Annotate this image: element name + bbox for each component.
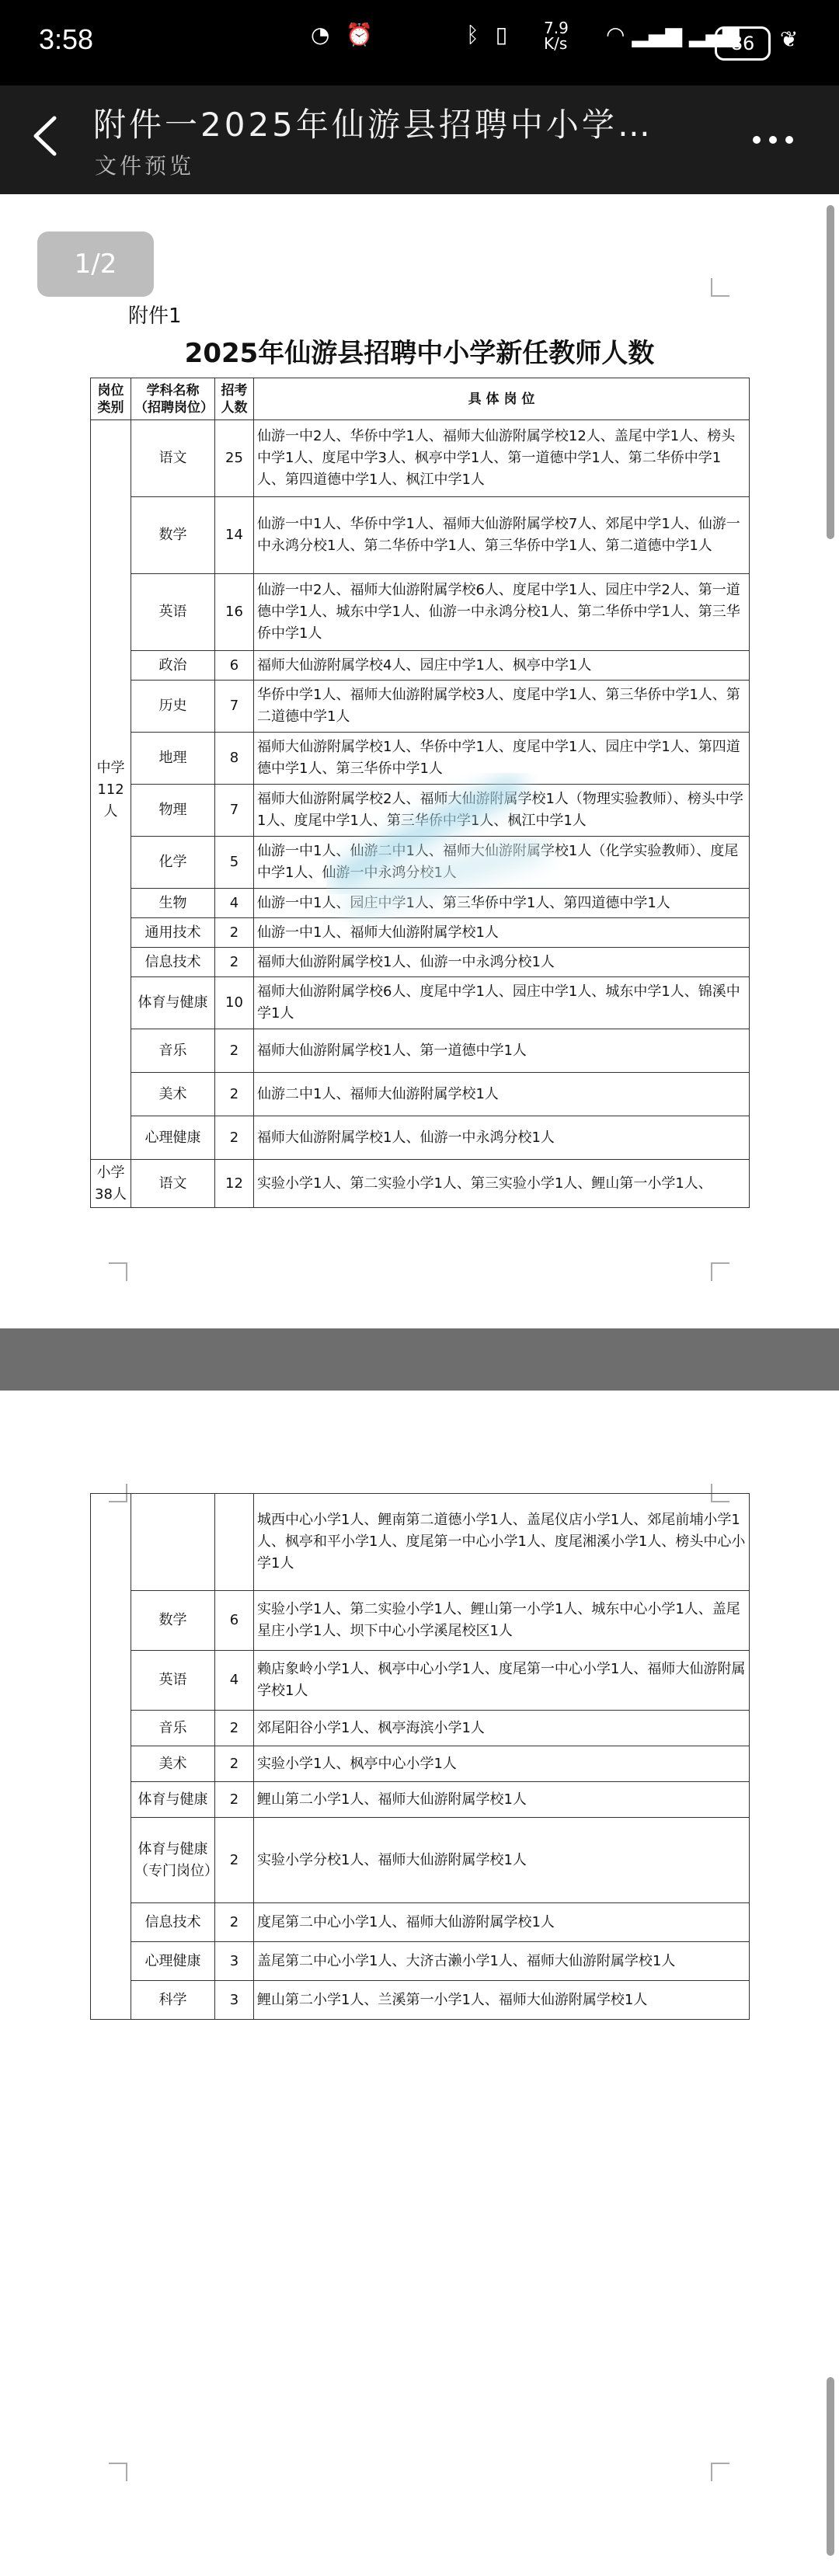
positions-cell: 仙游一中2人、华侨中学1人、福师大仙游附属学校12人、盖尾中学1人、榜头中学1人、度尾中学3人、枫亭中学1人、第一道德中学1人、第二华侨中学1人、第四道德中学1人、枫江中学1人 [254,420,750,497]
positions-cell: 实验小学1人、枫亭中心小学1人 [254,1746,750,1782]
table-row [91,497,750,574]
subject-cell: 美术 [131,1073,215,1116]
table-row-continued [91,1494,750,1591]
positions-cell: 仙游一中1人、园庄中学1人、第三华侨中学1人、第四道德中学1人 [254,889,750,918]
subject-cell: 数学 [131,497,215,574]
data-saver-icon: ◔ [311,22,335,47]
vibrate-icon: ▯ [495,22,513,47]
positions-cell: 华侨中学1人、福师大仙游附属学校3人、度尾中学1人、第三华侨中学1人、第二道德中学1人 [254,681,750,733]
count-cell: 25 [215,420,254,497]
count-cell: 2 [215,948,254,977]
count-cell: 2 [215,1782,254,1818]
count-cell [215,1494,254,1591]
count-cell: 12 [215,1160,254,1208]
positions-cell: 实验小学1人、第二实验小学1人、第三实验小学1人、鲤山第一小学1人、 [254,1160,750,1208]
subject-cell: 历史 [131,681,215,733]
count-cell: 2 [215,1711,254,1746]
file-title: 附件一2025年仙游县招聘中小学… [93,106,653,144]
count-cell: 3 [215,1942,254,1981]
table-row [91,1651,750,1711]
table-row [91,1746,750,1782]
table-row [91,1818,750,1903]
status-time: 3:58 [39,23,94,55]
subject-cell: 信息技术 [131,1903,215,1942]
annex-label: 附件1 [128,305,182,328]
count-cell: 2 [215,1029,254,1073]
positions-cell: 郊尾阳谷小学1人、枫亭海滨小学1人 [254,1711,750,1746]
cell-signal-2-icon: ▂▄▆ [688,22,740,47]
table-row [91,1591,750,1651]
positions-cell: 城西中心小学1人、鲤南第二道德小学1人、盖尾仪店小学1人、郊尾前埔小学1人、枫亭和平小学1人、度尾第一中心小学1人、度尾湘溪小学1人、榜头中心小学1人 [254,1494,750,1591]
table-row [91,574,750,651]
battery-icon: 86 [715,26,771,61]
count-cell: 5 [215,837,254,889]
count-cell: 2 [215,1818,254,1903]
positions-cell: 实验小学分校1人、福师大仙游附属学校1人 [254,1818,750,1903]
subject-cell: 化学 [131,837,215,889]
document-page-2[interactable] [0,1391,839,2576]
table-row [91,1029,750,1073]
positions-cell: 福师大仙游附属学校4人、园庄中学1人、枫亭中学1人 [254,651,750,681]
category-cell-primary: 小学38人 [91,1160,131,1208]
subject-cell: 体育与健康 [131,977,215,1029]
positions-cell: 实验小学1人、第二实验小学1人、鲤山第一小学1人、城东中心小学1人、盖尾星庄小学1人、坝下中心小学溪尾校区1人 [254,1591,750,1651]
subject-cell: 心理健康 [131,1116,215,1160]
count-cell: 2 [215,1903,254,1942]
positions-cell: 鲤山第二小学1人、兰溪第一小学1人、福师大仙游附属学校1人 [254,1981,750,2020]
subject-cell: 体育与健康（专门岗位） [131,1818,215,1903]
count-cell: 2 [215,1746,254,1782]
subject-cell: 地理 [131,733,215,785]
count-cell: 7 [215,785,254,837]
table-header-row [91,378,750,420]
crop-mark [711,1262,729,1281]
positions-cell: 福师大仙游附属学校1人、华侨中学1人、度尾中学1人、园庄中学1人、第四道德中学1人、第三华侨中学1人 [254,733,750,785]
positions-cell: 福师大仙游附属学校6人、度尾中学1人、园庄中学1人、城东中学1人、锦溪中学1人 [254,977,750,1029]
subject-cell: 语文 [131,1160,215,1208]
file-subtitle: 文件预览 [95,153,195,179]
subject-cell: 科学 [131,1981,215,2020]
positions-cell: 盖尾第二中心小学1人、大济古濑小学1人、福师大仙游附属学校1人 [254,1942,750,1981]
subject-cell: 通用技术 [131,918,215,948]
crop-mark [109,1262,127,1281]
crop-mark [711,2463,729,2481]
net-speed-unit: K/s [544,34,568,53]
header-category: 岗位类别 [91,378,131,420]
count-cell: 7 [215,681,254,733]
table-row [91,681,750,733]
subject-cell: 信息技术 [131,948,215,977]
table-row [91,1073,750,1116]
net-speed-value: 7.9 [544,19,569,37]
table-row [91,1981,750,2020]
document-page-1[interactable] [0,194,839,1328]
page-indicator: 1/2 [37,231,154,297]
subject-cell: 语文 [131,420,215,497]
positions-cell: 鲤山第二小学1人、福师大仙游附属学校1人 [254,1782,750,1818]
table-row [91,977,750,1029]
subject-cell: 心理健康 [131,1942,215,1981]
positions-cell: 福师大仙游附属学校1人、仙游一中永鸿分校1人 [254,1116,750,1160]
blur-smudge [326,729,575,977]
count-cell: 2 [215,1116,254,1160]
positions-cell: 仙游一中2人、福师大仙游附属学校6人、度尾中学1人、园庄中学2人、第一道德中学1人、城东中学1人、仙游一中永鸿分校1人、第二华侨中学1人、第三华侨中学1人 [254,574,750,651]
count-cell: 10 [215,977,254,1029]
wifi-icon: ◠ [606,22,625,47]
subject-cell: 英语 [131,574,215,651]
more-options-icon[interactable] [746,117,800,163]
subject-cell: 物理 [131,785,215,837]
subject-cell: 音乐 [131,1029,215,1073]
count-cell: 4 [215,889,254,918]
count-cell: 4 [215,1651,254,1711]
cell-signal-icon: ▂▄▆ [632,22,682,47]
table-row [91,1782,750,1818]
net-speed [544,20,569,51]
positions-cell: 赖店象岭小学1人、枫亭中心小学1人、度尾第一中心小学1人、福师大仙游附属学校1人 [254,1651,750,1711]
count-cell: 6 [215,1591,254,1651]
subject-cell: 美术 [131,1746,215,1782]
table-row [91,651,750,681]
recruitment-table-page-2 [90,1493,750,2020]
positions-cell: 福师大仙游附属学校1人、第一道德中学1人 [254,1029,750,1073]
app-bar [0,85,839,194]
positions-cell: 福师大仙游附属学校2人、福师大仙游附属学校1人（物理实验教师）、榜头中学1人、度尾中学1人、第三华侨中学1人、枫江中学1人 [254,785,750,837]
back-arrow-icon[interactable] [23,109,70,163]
positions-cell: 仙游一中1人、福师大仙游附属学校1人 [254,918,750,948]
status-icons [311,22,378,47]
power-saving-icon: ❦ [780,26,799,52]
status-bar [0,0,839,85]
count-cell: 2 [215,918,254,948]
count-cell: 3 [215,1981,254,2020]
document-title: 2025年仙游县招聘中小学新任教师人数 [184,338,655,369]
scrollbar[interactable] [827,2377,834,2556]
subject-cell: 体育与健康 [131,1782,215,1818]
subject-cell [131,1494,215,1591]
table-row [91,1903,750,1942]
subject-cell: 生物 [131,889,215,918]
category-cell-primary-continued [91,1494,131,2020]
count-cell: 6 [215,651,254,681]
subject-cell: 政治 [131,651,215,681]
positions-cell: 仙游二中1人、福师大仙游附属学校1人 [254,1073,750,1116]
table-row [91,1711,750,1746]
count-cell: 14 [215,497,254,574]
bluetooth-vibrate-icons [466,22,512,47]
count-cell: 8 [215,733,254,785]
scrollbar[interactable] [827,205,834,539]
table-row [91,1116,750,1160]
header-positions: 具 体 岗 位 [254,378,750,420]
bluetooth-icon: ᛒ [466,22,484,47]
table-row [91,1160,750,1208]
subject-cell: 数学 [131,1591,215,1651]
subject-cell: 英语 [131,1651,215,1711]
table-row [91,420,750,497]
header-subject: 学科名称（招聘岗位） [131,378,215,420]
table-row [91,1942,750,1981]
category-cell-middle: 中学112人 [91,420,131,1160]
alarm-icon: ⏰ [346,22,378,47]
positions-cell: 仙游一中1人、华侨中学1人、福师大仙游附属学校7人、郊尾中学1人、仙游一中永鸿分校1人、第二华侨中学1人、第三华侨中学1人、第二道德中学1人 [254,497,750,574]
count-cell: 16 [215,574,254,651]
crop-mark [109,2463,127,2481]
crop-mark [711,278,729,297]
header-count: 招考人数 [215,378,254,420]
subject-cell: 音乐 [131,1711,215,1746]
positions-cell: 度尾第二中心小学1人、福师大仙游附属学校1人 [254,1903,750,1942]
positions-cell: 福师大仙游附属学校1人、仙游一中永鸿分校1人 [254,948,750,977]
count-cell: 2 [215,1073,254,1116]
positions-cell: 仙游一中1人、仙游二中1人、福师大仙游附属学校1人（化学实验教师）、度尾中学1人、仙游一中永鸿分校1人 [254,837,750,889]
